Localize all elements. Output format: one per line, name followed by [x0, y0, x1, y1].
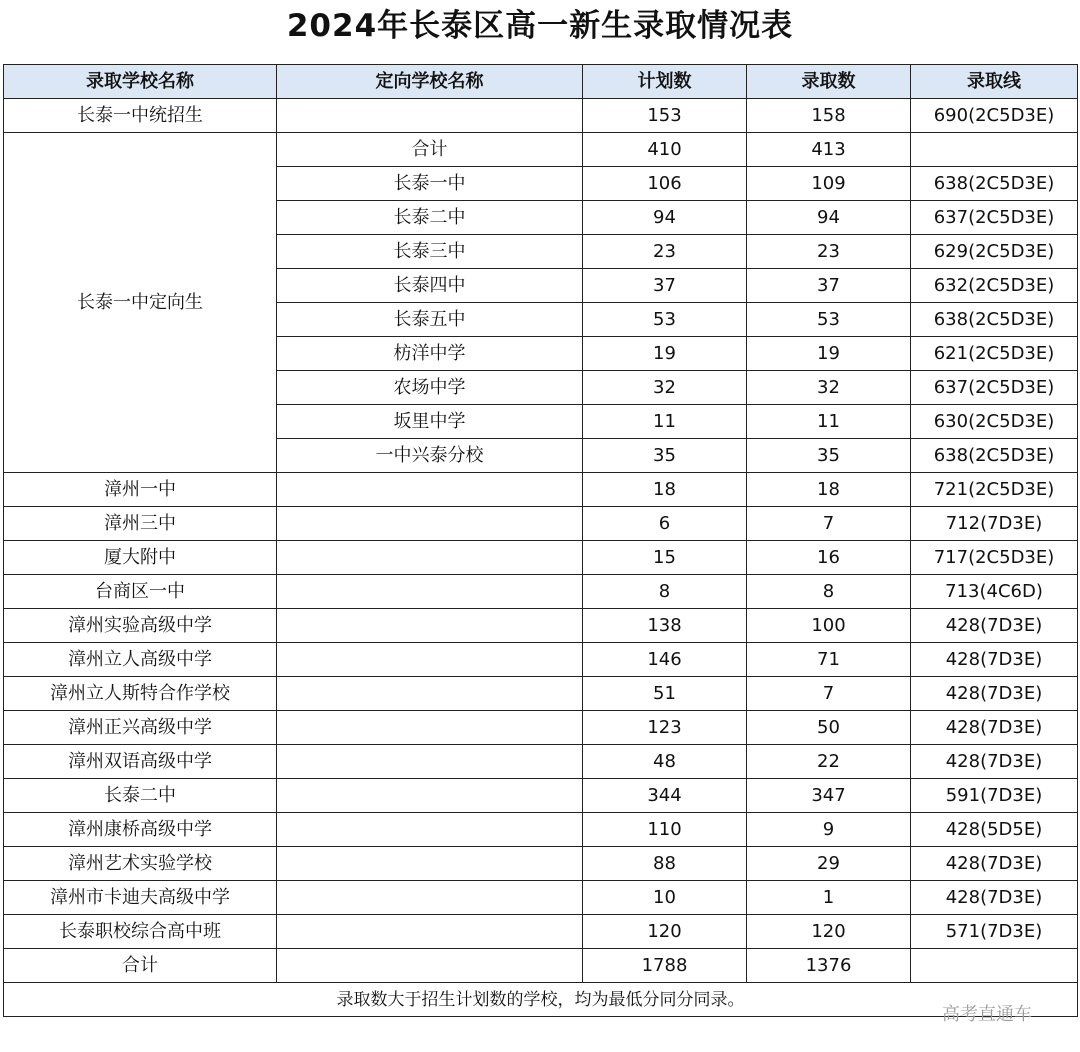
- table-row: [4, 847, 1078, 881]
- admit-cell: 413: [747, 133, 911, 167]
- line-cell: 571(7D3E): [911, 915, 1078, 949]
- plan-cell: 23: [583, 235, 747, 269]
- school-cell: 漳州双语高级中学: [4, 745, 277, 779]
- directed-cell: 长泰四中: [277, 269, 583, 303]
- line-cell: 621(2C5D3E): [911, 337, 1078, 371]
- table-footer-body: [4, 949, 1078, 1017]
- directed-cell: 长泰一中: [277, 167, 583, 201]
- total-row: [4, 949, 1078, 983]
- admit-cell: 18: [747, 473, 911, 507]
- plan-cell: 35: [583, 439, 747, 473]
- table-body: [4, 99, 1078, 473]
- plan-cell: 19: [583, 337, 747, 371]
- plan-cell: 153: [583, 99, 747, 133]
- table-row: [4, 881, 1078, 915]
- school-cell: 长泰职校综合高中班: [4, 915, 277, 949]
- plan-cell: 32: [583, 371, 747, 405]
- table-row: [4, 677, 1078, 711]
- school-cell: 漳州正兴高级中学: [4, 711, 277, 745]
- school-cell: 漳州一中: [4, 473, 277, 507]
- plan-cell: 146: [583, 643, 747, 677]
- line-cell: 428(7D3E): [911, 677, 1078, 711]
- plan-cell: 94: [583, 201, 747, 235]
- line-cell: 713(4C6D): [911, 575, 1078, 609]
- directed-cell: [277, 507, 583, 541]
- admit-cell: 29: [747, 847, 911, 881]
- table-row: [4, 609, 1078, 643]
- line-cell: 638(2C5D3E): [911, 439, 1078, 473]
- directed-cell: 枋洋中学: [277, 337, 583, 371]
- admit-cell: 22: [747, 745, 911, 779]
- admit-cell: 7: [747, 677, 911, 711]
- plan-cell: 344: [583, 779, 747, 813]
- plan-cell: 48: [583, 745, 747, 779]
- line-cell: 712(7D3E): [911, 507, 1078, 541]
- school-cell: 长泰一中统招生: [4, 99, 277, 133]
- line-cell: 637(2C5D3E): [911, 371, 1078, 405]
- table-row: [4, 507, 1078, 541]
- school-cell: 长泰一中定向生: [4, 133, 277, 473]
- table-row: [4, 541, 1078, 575]
- plan-cell: 8: [583, 575, 747, 609]
- directed-cell: [277, 473, 583, 507]
- other-schools-body: [4, 473, 1078, 949]
- admit-cell: 50: [747, 711, 911, 745]
- directed-cell: [277, 813, 583, 847]
- note-row: [4, 983, 1078, 1017]
- plan-cell: 1788: [583, 949, 747, 983]
- directed-cell: [277, 541, 583, 575]
- table-header-row: [4, 65, 1078, 99]
- table-row: [4, 643, 1078, 677]
- line-cell: 428(7D3E): [911, 881, 1078, 915]
- directed-cell: [277, 949, 583, 983]
- directed-cell: 长泰二中: [277, 201, 583, 235]
- directed-cell: [277, 779, 583, 813]
- directed-cell: 长泰五中: [277, 303, 583, 337]
- directed-cell: [277, 711, 583, 745]
- school-cell: 漳州市卡迪夫高级中学: [4, 881, 277, 915]
- plan-cell: 15: [583, 541, 747, 575]
- line-cell: 638(2C5D3E): [911, 303, 1078, 337]
- plan-cell: 51: [583, 677, 747, 711]
- admit-cell: 100: [747, 609, 911, 643]
- school-cell: 厦大附中: [4, 541, 277, 575]
- header-cell: 计划数: [583, 65, 747, 99]
- line-cell: 690(2C5D3E): [911, 99, 1078, 133]
- admit-cell: 7: [747, 507, 911, 541]
- header-cell: 录取线: [911, 65, 1078, 99]
- line-cell: 591(7D3E): [911, 779, 1078, 813]
- line-cell: [911, 949, 1078, 983]
- plan-cell: 88: [583, 847, 747, 881]
- admit-cell: 1: [747, 881, 911, 915]
- admit-cell: 23: [747, 235, 911, 269]
- admit-cell: 1376: [747, 949, 911, 983]
- admit-cell: 8: [747, 575, 911, 609]
- admit-cell: 16: [747, 541, 911, 575]
- school-cell: 漳州艺术实验学校: [4, 847, 277, 881]
- line-cell: 428(7D3E): [911, 643, 1078, 677]
- line-cell: [911, 133, 1078, 167]
- admit-cell: 19: [747, 337, 911, 371]
- page-title: 2024年长泰区高一新生录取情况表: [286, 8, 794, 44]
- plan-cell: 123: [583, 711, 747, 745]
- table-row: [4, 133, 1078, 167]
- admit-cell: 71: [747, 643, 911, 677]
- admit-cell: 35: [747, 439, 911, 473]
- line-cell: 428(7D3E): [911, 847, 1078, 881]
- line-cell: 721(2C5D3E): [911, 473, 1078, 507]
- header-cell: 录取学校名称: [4, 65, 277, 99]
- plan-cell: 410: [583, 133, 747, 167]
- admit-cell: 9: [747, 813, 911, 847]
- plan-cell: 138: [583, 609, 747, 643]
- table-row: [4, 575, 1078, 609]
- directed-cell: [277, 677, 583, 711]
- directed-cell: [277, 643, 583, 677]
- line-cell: 717(2C5D3E): [911, 541, 1078, 575]
- table-row: [4, 473, 1078, 507]
- line-cell: 630(2C5D3E): [911, 405, 1078, 439]
- admit-cell: 158: [747, 99, 911, 133]
- plan-cell: 11: [583, 405, 747, 439]
- plan-cell: 53: [583, 303, 747, 337]
- directed-cell: [277, 915, 583, 949]
- school-cell: 漳州康桥高级中学: [4, 813, 277, 847]
- directed-cell: 一中兴泰分校: [277, 439, 583, 473]
- admit-cell: 94: [747, 201, 911, 235]
- admission-table: [3, 64, 1078, 1017]
- table-row: [4, 711, 1078, 745]
- table-row: [4, 745, 1078, 779]
- admit-cell: 347: [747, 779, 911, 813]
- school-cell: 台商区一中: [4, 575, 277, 609]
- table-row: [4, 779, 1078, 813]
- directed-cell: 长泰三中: [277, 235, 583, 269]
- directed-cell: [277, 745, 583, 779]
- school-cell: 漳州三中: [4, 507, 277, 541]
- directed-cell: 合计: [277, 133, 583, 167]
- plan-cell: 18: [583, 473, 747, 507]
- plan-cell: 10: [583, 881, 747, 915]
- plan-cell: 110: [583, 813, 747, 847]
- plan-cell: 120: [583, 915, 747, 949]
- school-cell: 漳州立人高级中学: [4, 643, 277, 677]
- line-cell: 428(5D5E): [911, 813, 1078, 847]
- admit-cell: 53: [747, 303, 911, 337]
- directed-cell: 坂里中学: [277, 405, 583, 439]
- table-row: [4, 915, 1078, 949]
- directed-cell: [277, 99, 583, 133]
- line-cell: 629(2C5D3E): [911, 235, 1078, 269]
- line-cell: 638(2C5D3E): [911, 167, 1078, 201]
- line-cell: 428(7D3E): [911, 745, 1078, 779]
- directed-cell: 农场中学: [277, 371, 583, 405]
- line-cell: 637(2C5D3E): [911, 201, 1078, 235]
- directed-cell: [277, 881, 583, 915]
- plan-cell: 6: [583, 507, 747, 541]
- school-cell: 漳州实验高级中学: [4, 609, 277, 643]
- line-cell: 632(2C5D3E): [911, 269, 1078, 303]
- school-cell: 合计: [4, 949, 277, 983]
- admit-cell: 37: [747, 269, 911, 303]
- directed-cell: [277, 609, 583, 643]
- admit-cell: 11: [747, 405, 911, 439]
- plan-cell: 37: [583, 269, 747, 303]
- plan-cell: 106: [583, 167, 747, 201]
- school-cell: 长泰二中: [4, 779, 277, 813]
- watermark: 高考直通车: [942, 1004, 1032, 1025]
- admit-cell: 109: [747, 167, 911, 201]
- note-cell: 录取数大于招生计划数的学校，均为最低分同分同录。: [4, 983, 1078, 1017]
- line-cell: 428(7D3E): [911, 609, 1078, 643]
- directed-cell: [277, 575, 583, 609]
- table-row: [4, 813, 1078, 847]
- line-cell: 428(7D3E): [911, 711, 1078, 745]
- school-cell: 漳州立人斯特合作学校: [4, 677, 277, 711]
- header-cell: 录取数: [747, 65, 911, 99]
- table-row: [4, 99, 1078, 133]
- directed-cell: [277, 847, 583, 881]
- admit-cell: 120: [747, 915, 911, 949]
- admit-cell: 32: [747, 371, 911, 405]
- header-cell: 定向学校名称: [277, 65, 583, 99]
